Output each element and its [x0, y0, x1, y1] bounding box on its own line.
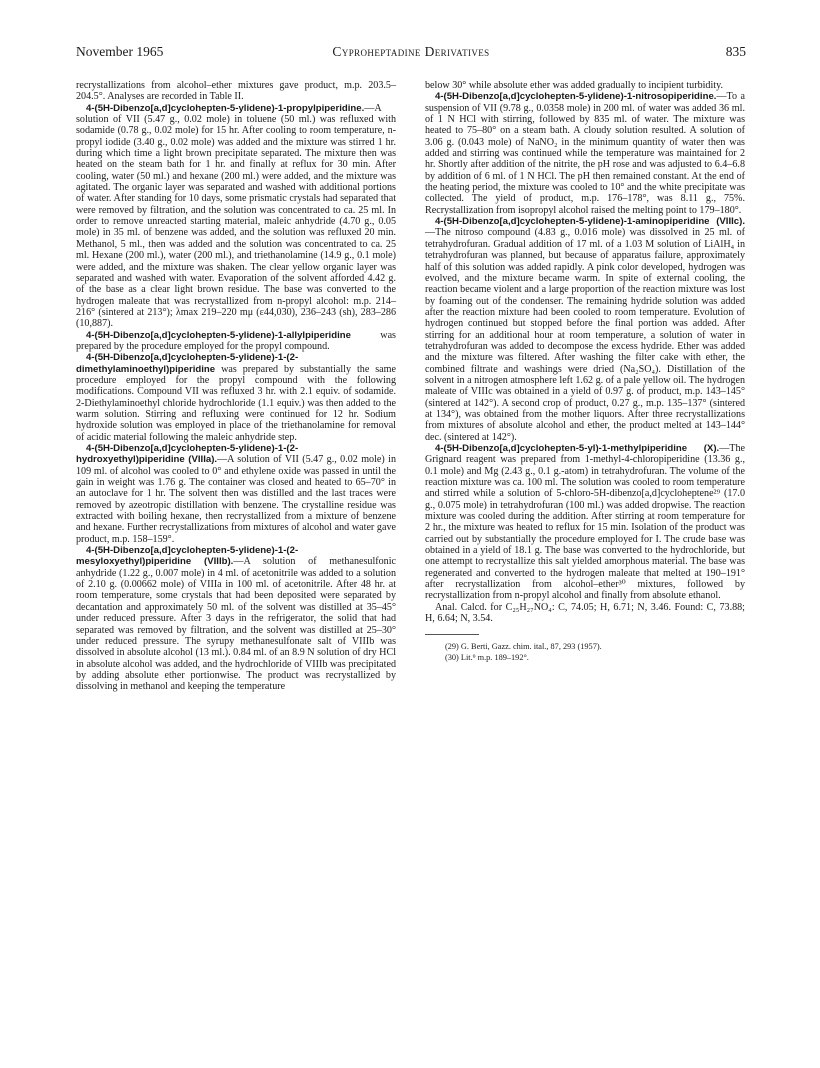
paragraph-text: —A solution of VII (5.47 g., 0.02 mole) in 109 ml. of alcohol was cooled to 0° and ethylene oxide was passed in until the gain in weight was 1.76 g. The container was closed and heated to 65–70° in an autoclave for 1 hr. The solvent then was distilled and the last traces were removed by azeotropic distillation with benzene. The crystalline residue was extracted with boiling hexane, then recrystallized from a mixture of benzene and hexane. Further recrystallizations from mixtures of alcohol and water gave product, m.p. 158–159°.: [76, 454, 396, 545]
running-title: Cyproheptadine Derivatives: [332, 44, 490, 59]
running-header: [76, 44, 746, 64]
paragraph-text: —The Grignard reagent was prepared from 1-methyl-4-chloropiperidine (13.36 g., 0.1 mole) and Mg (2.43 g., 0.1 g.-atom) in tetrahydrofuran. The volume of the reaction mixture was ca. 100 ml. The solution was cooled to room temperature and stirred while a solution of 5-chloro-5H-dibenzo[a,d]cycloheptene²⁹ (17.0 g., 0.075 mole) in tetrahydrofuran (100 ml.) was added dropwise. The reaction mixture was cooled during the addition. After stirring at room temperature for 2 hr., the mixture was heated to reflux for 15 min. Isolation of the product was carried out by substantially the procedure employed for I. The crude base was obtained in a yield of 18.1 g. The base was converted to the hydrochloride, but one attempt to recrystallize this salt yielded amorphous material. The base was regenerated and converted to the hydrogen maleate that melted at 190–191° after recrystallization from alcohol–ether³⁰ mixtures, followed by recrystallization from n-propyl alcohol and finally from absolute ethanol.: [425, 443, 745, 602]
right-column-body: [425, 80, 745, 625]
compound-heading: 4-(5H-Dibenzo[a,d]cyclohepten-5-ylidene)-1-(2-mesyloxyethyl)piperidine (VIIIb).: [76, 545, 299, 568]
paragraph: [76, 443, 396, 545]
footnotes: [425, 641, 745, 663]
compound-heading: 4-(5H-Dibenzo[a,d]cyclohepten-5-ylidene)-1-nitrosopiperidine.: [435, 91, 717, 103]
paragraph-text: —A solution of VII (5.47 g., 0.02 mole) in toluene (50 ml.) was refluxed with sodamide (0.78 g., 0.02 mole) for 15 hr. After cooling to room temperature, n-propyl iodide (3.40 g., 0.02 mole) was added and the mixture was stirred 1 hr. during which time a light brown precipitate separated. The mixture then was heated on the steam bath for 1 hr. and finally at reflux for 30 min. After cooling, water (50 ml.) and hexane (200 ml.) were added, and the mixture was agitated. The organic layer was separated and washed with additional portions of water. After standing for 10 days, some prismatic crystals had separated that were removed by filtration, and the solution was concentrated to ca. 25 ml. In order to remove unreacted starting material, maleic anhydride (4.70 g., 0.05 mole) in 35 ml. of benzene was added, and the solution was refluxed 20 min. Methanol, 5 ml., then was added and the solution was concentrated to ca. 25 ml. Hexane (200 ml.), water (200 ml.), and triethanolamine (14.9 g., 0.1 mole) were added, and the mixture was shaken. The clear yellow organic layer was separated and washed with water. Evaporation of the solvent afforded 4.42 g. of the base as a clear light brown residue. The base was converted to the hydrogen maleate that was recrystallized from n-propyl alcohol: m.p. 214–216° (sintered at 213°); λmax 219–220 mμ (ε44,030), 236–243 (sh), 283–286 (10,887).: [76, 102, 396, 330]
paragraph: [76, 545, 396, 692]
footnote-divider: [425, 634, 479, 635]
compound-heading: 4-(5H-Dibenzo[a,d]cyclohepten-5-ylidene)-1-aminopiperidine (VIIIc).: [435, 216, 745, 228]
paragraph-text: below 30° while absolute ether was added gradually to incipient turbidity.: [425, 80, 723, 91]
paragraph: [425, 443, 745, 602]
paragraph: [425, 91, 745, 216]
paragraph: [76, 352, 396, 443]
paragraph: [425, 80, 745, 91]
footnote: (30) Lit.⁹ m.p. 189–192°.: [445, 652, 529, 662]
paragraph-text: —The nitroso compound (4.83 g., 0.016 mole) was dissolved in 25 ml. of tetrahydrofuran. Gradual addition of 17 ml. of a 1.03 M solution of LiAlH₄ in tetrahydrofuran was planned, but because of apparatus failure, approximately half of this solution was added rapidly. A pink color developed, hydrogen was evolved, and the mixture became warm. In spite of external cooling, the reaction became violent and a large proportion of the reaction mixture was lost by foaming out of the condenser. The remaining hydride solution was added after the reaction mixture had been cooled to room temperature. Evolution of hydrogen continued but stopped before the final portion was added. After stirring for an additional hour at room temperature, a solution of water in tetrahydrofuran was added to decompose the excess hydride. Ether was added and the mixture was filtered. After washing the filter cake with ether, the combined filtrate and washings were dried (Na₂SO₄). Distillation of the solvent in a nitrogen atmosphere left 1.62 g. of a pale yellow oil. The hydrogen maleate of VIIIc was obtained in a yield of 0.97 g. of product, m.p. 143–145° (sintered at 142°). A second crop of product, 0.27 g., m.p. 135–137° (sintered at 134°), was obtained from the mother liquors. After three recrystallizations from mixtures of absolute alcohol and ether, the product melted at 143–144° dec. (sintered at 142°).: [425, 227, 745, 443]
paragraph: [76, 330, 396, 353]
paragraph-text: —A solution of methanesulfonic anhydride (1.22 g., 0.007 mole) in 4 ml. of acetonitrile was added to a solution of 2.10 g. (0.00662 mole) of VIIIa in 100 ml. of acetonitrile. After 48 hr. at room temperature, some crystals that had been deposited were separated by decantation and approximately 50 ml. of the solvent was distilled at 35–45° under reduced pressure. After 3 days in the refrigerator, the solid that had separated was removed by filtration, and the solvent was distilled at 25–30° under reduced pressure. The syrupy methanesulfonate salt of VIIIb was dissolved in absolute alcohol (13 ml.). 0.84 ml. of an 8.9 N solution of dry HCl in absolute alcohol was added, and the hydrochloride of VIIIb was precipitated by adding absolute ether portionwise. The product was recrystallized by dissolving in methanol and keeping the temperature: [76, 556, 396, 693]
paragraph-text: Anal. Calcd. for C₂₅H₂₇NO₄: C, 74.05; H, 6.71; N, 3.46. Found: C, 73.88; H, 6.64; N, 3.54.: [425, 601, 745, 625]
paragraph: [76, 80, 396, 103]
paragraph-text: recrystallizations from alcohol–ether mixtures gave product, m.p. 203.5–204.5°. Analyses are recorded in Table II.: [76, 80, 396, 103]
right-column: [425, 80, 745, 663]
paragraph-text: was prepared by the procedure employed for the propyl compound.: [76, 329, 396, 352]
paragraph: [425, 216, 745, 443]
footnote: (29) G. Berti, Gazz. chim. ital., 87, 293 (1957).: [445, 641, 602, 651]
page-number: 835: [725, 44, 746, 59]
paragraph: [76, 103, 396, 330]
paragraph: [425, 602, 745, 625]
paragraph-text: was prepared by substantially the same procedure employed for the propyl compound with the following modifications. Compound VII was refluxed 3 hr. with 2.1 equiv. of sodamide. 2-Diethylaminoethyl chloride hydrochloride (1.1 equiv.) was then added to the warm solution. Stirring and refluxing were continued for 12 hr. Sodium hydroxide solution was employed in place of the triethanolamine for removal of acidic material following the maleic anhydride step.: [76, 363, 396, 443]
compound-heading: 4-(5H-Dibenzo[a,d]cyclohepten-5-yl)-1-methylpiperidine (X).: [435, 443, 720, 454]
paragraph-text: —To a suspension of VII (9.78 g., 0.0358 mole) in 200 ml. of water was added 36 ml. of 1 N HCl with stirring, followed by 835 ml. of water. The mixture was heated to 75–80° on a steam bath. A cloudy solution resulted. A solution of 3.06 g. (0.043 mole) of NaNO₂ in the minimum quantity of water then was added and stirring was continued while the temperature was maintained for 2 hr. Shortly after addition of the nitrite, the pH rose and was adjusted to 6.4–6.8 by addition of 6 ml. of 1 N HCl. The pH then remained constant. At the end of the heating period, the mixture was cooled to 10° and the white precipitate was collected. The yield of product, m.p. 176–178°, was 8.11 g., 75%. Recrystallization from isopropyl alcohol raised the melting point to 179–180°.: [425, 91, 745, 216]
issue-date: November 1965: [76, 44, 164, 59]
compound-heading: 4-(5H-Dibenzo[a,d]cyclohepten-5-ylidene)-1-propylpiperidine.: [86, 102, 365, 114]
compound-heading: 4-(5H-Dibenzo[a,d]cyclohepten-5-ylidene)-1-allylpiperidine: [86, 329, 351, 341]
left-column: [76, 80, 396, 693]
compound-heading: 4-(5H-Dibenzo[a,d]cyclohepten-5-ylidene)-1-(2-dimethylaminoethyl)piperidine: [76, 352, 299, 375]
compound-heading: 4-(5H-Dibenzo[a,d]cyclohepten-5-ylidene)-1-(2-hydroxyethyl)piperidine (VIIIa).: [76, 443, 299, 466]
